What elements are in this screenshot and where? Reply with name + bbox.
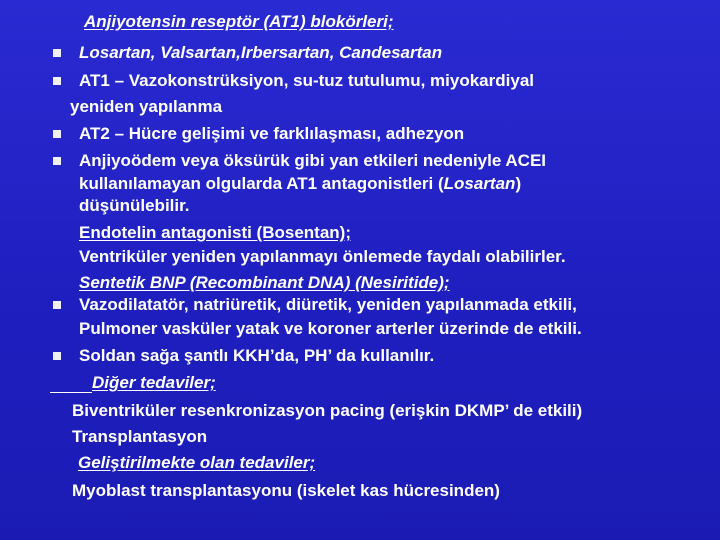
bnp-item-1: Vazodilatatör, natriüretik, diüretik, yeniden yapılanmada etkili, [79, 295, 577, 314]
bullet-icon [53, 157, 61, 165]
angioedema-line-3: düşünülebilir. [79, 196, 190, 215]
bnp-item-2: Pulmoner vasküler yatak ve koroner arterler üzerinde de etkili. [79, 319, 582, 338]
losartan-term: Losartan [443, 174, 516, 193]
developing-item-1: Myoblast transplantasyonu (iskelet kas hücresinden) [72, 481, 500, 500]
bullet-icon [53, 301, 61, 309]
bullet-icon [53, 49, 61, 57]
at1-line-1: AT1 – Vazokonstrüksiyon, su-tuz tutulumu, miyokardiyal [79, 71, 534, 90]
angioedema-line-1: Anjiyoödem veya öksürük gibi yan etkileri nedeniyle ACEI [79, 151, 547, 170]
bullet-icon [53, 77, 61, 85]
endothelin-text: Ventriküler yeniden yapılanmayı önlemede faydalı olabilirler. [79, 247, 566, 266]
at2-line: AT2 – Hücre gelişimi ve farklılaşması, adhezyon [79, 124, 465, 143]
other-item-1: Biventriküler resenkronizasyon pacing (erişkin DKMP’ de etkili) [72, 401, 583, 420]
angioedema-text: kullanılamayan olgularda AT1 antagonistleri ( [79, 174, 444, 193]
bnp-heading: Sentetik BNP (Recombinant DNA) (Nesiritide); [79, 273, 450, 292]
other-item-2: Transplantasyon [72, 427, 208, 446]
arb-heading: Anjiyotensin reseptör (AT1) blokörleri; [84, 12, 394, 31]
closing-paren: ) [515, 174, 522, 193]
bullet-icon [53, 352, 61, 360]
endothelin-heading: Endotelin antagonisti (Bosentan); [79, 223, 351, 242]
angioedema-line-2 [79, 173, 521, 195]
bnp-item-3: Soldan sağa şantlı KKH’da, PH’ da kullanılır. [79, 346, 435, 365]
at1-line-2: yeniden yapılanma [70, 97, 223, 116]
other-heading: Diğer tedaviler; [92, 373, 216, 392]
developing-heading: Geliştirilmekte olan tedaviler; [78, 453, 316, 472]
indent-underline [50, 392, 92, 393]
arb-drugs: Losartan, Valsartan,Irbersartan, Candesartan [79, 43, 443, 62]
bullet-icon [53, 130, 61, 138]
